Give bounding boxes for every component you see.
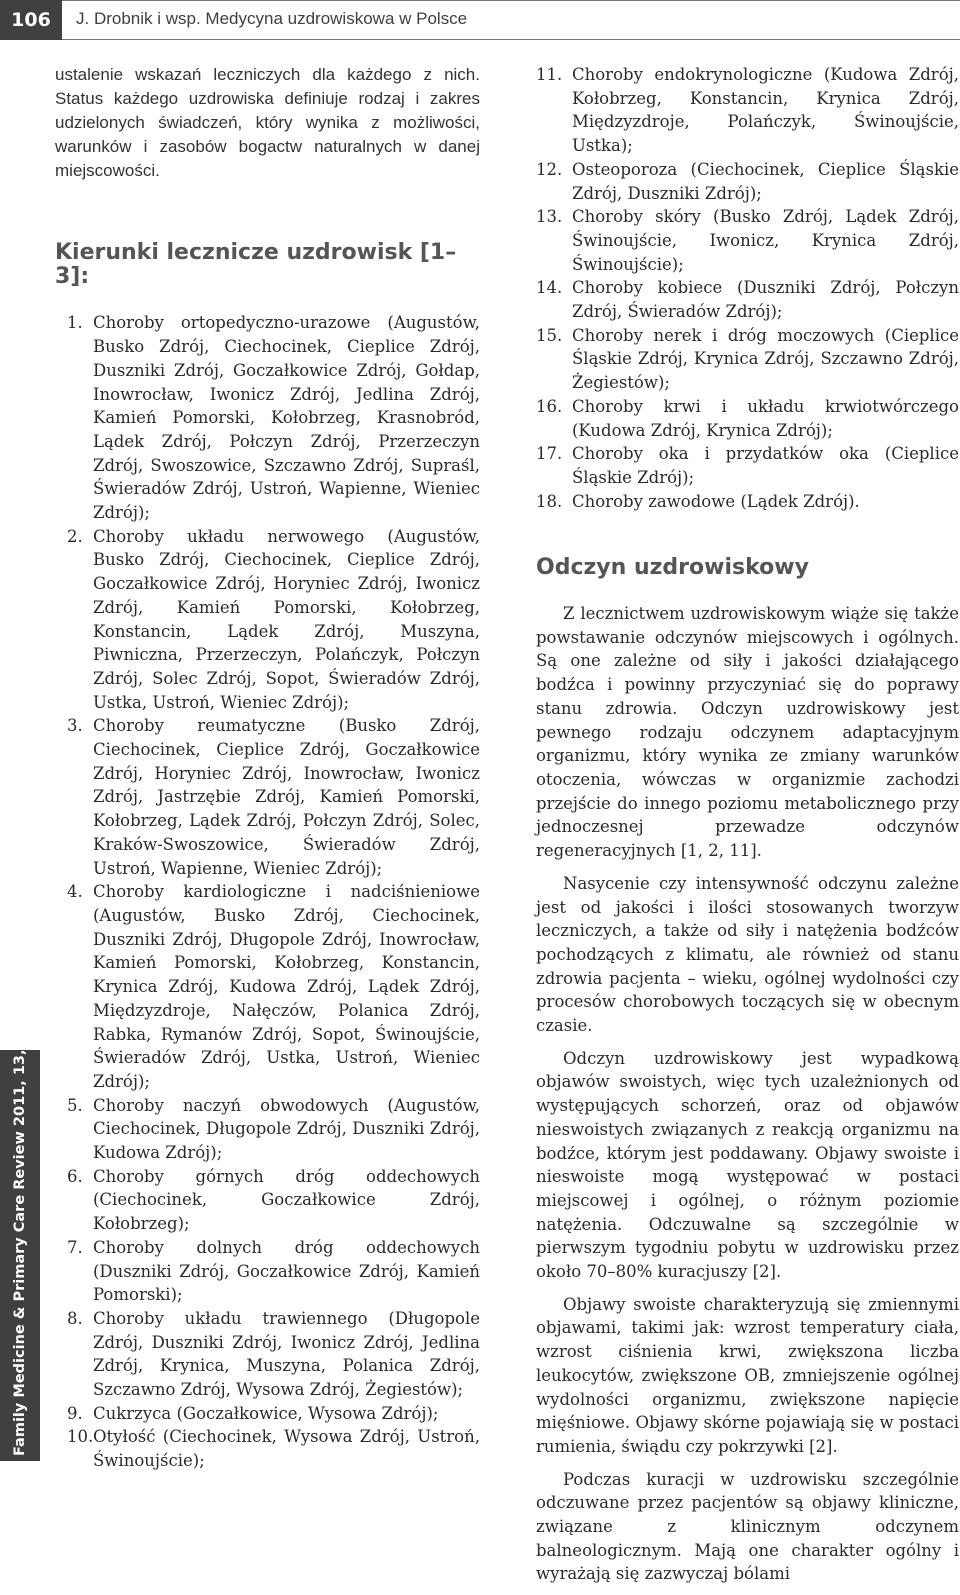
right-column bbox=[536, 63, 959, 1595]
body-paragraph: Objawy swoiste charakteryzują się zmiennymi objawami, takimi jak: wzrost temperatury ciała, wzrost ciśnienia krwi, zwiększona liczba leukocytów, zwiększone OB, zmniejszenie ogólnej wydolności organizmu, zwiększone napięcie mięśniowe. Objawy skórne pojawiają się w postaci rumienia, świądu czy pokrzywki [2]. bbox=[536, 1294, 959, 1456]
list-item-text: Choroby nerek i dróg moczowych (Cieplice Śląskie Zdrój, Krynica Zdrój, Szczawno Zdrój, Żegiestów); bbox=[572, 325, 959, 393]
indications-list bbox=[55, 311, 480, 1472]
list-item-number: 16. bbox=[536, 396, 563, 416]
section-heading-spa-reaction: Odczyn uzdrowiskowy bbox=[536, 555, 809, 581]
list-item bbox=[55, 880, 480, 1093]
list-item-number: 3. bbox=[67, 716, 83, 736]
journal-name: Family Medicine & Primary Care Review 2011, 13, 1 bbox=[12, 1034, 28, 1456]
list-item bbox=[536, 158, 959, 205]
list-item-number: 4. bbox=[67, 882, 83, 902]
spa-reaction-text bbox=[536, 602, 959, 1586]
list-item-number: 10. bbox=[67, 1427, 94, 1447]
list-item-number: 14. bbox=[536, 278, 563, 298]
list-item-text: Choroby układu nerwowego (Augustów, Busko Zdrój, Ciechocinek, Cieplice Zdrój, Goczałkowice Zdrój, Horyniec Zdrój, Iwonicz Zdrój, Kamień Pomorski, Kołobrzeg, Konstancin, Lądek Zdrój, Muszyna, Piwniczna, Przerzeczyn, Polańczyk, Połczyn Zdrój, Solec Zdrój, Sopot, Świeradów Zdrój, Ustka, Ustroń, Wieniec Zdrój); bbox=[93, 526, 480, 712]
intro-paragraph: ustalenie wskazań leczniczych dla każdego z nich. Status każdego uzdrowiska definiuje rodzaj i zakres udzielonych świadczeń, który wynika z możliwości, warunków i zasobów bogactw naturalnych w danej miejscowości. bbox=[55, 65, 480, 180]
body-paragraph: Nasycenie czy intensywność odczynu zależne jest od jakości i ilości stosowanych tworzyw leczniczych, a także od siły i natężenia bodźców pochodzących z klimatu, ale również od stanu zdrowia pacjenta – wieku, ogólnej wydolności czy procesów chorobowych toczących się w obecnym czasie. bbox=[536, 873, 959, 1036]
running-title: J. Drobnik i wsp. Medycyna uzdrowiskowa w Polsce bbox=[76, 9, 468, 28]
list-item bbox=[55, 1425, 480, 1472]
list-item-text: Choroby reumatyczne (Busko Zdrój, Ciechocinek, Cieplice Zdrój, Goczałkowice Zdrój, Horyniec Zdrój, Inowrocław, Iwonicz Zdrój, Jastrzębie Zdrój, Kamień Pomorski, Kołobrzeg, Lądek Zdrój, Połczyn Zdrój, Solec, Kraków-Swoszowice, Świeradów Zdrój, Ustroń, Wapienne, Wieniec Zdrój); bbox=[93, 716, 480, 878]
body-paragraph: Podczas kuracji w uzdrowisku szczególnie odczuwane przez pacjentów są objawy kliniczne, związane z klinicznym odczynem balneologicznym. Mają one charakter ogólny i wyrażają się zazwyczaj bólami bbox=[536, 1469, 959, 1584]
list-item bbox=[536, 442, 959, 489]
list-item-text: Choroby naczyń obwodowych (Augustów, Ciechocinek, Długopole Zdrój, Duszniki Zdrój, Kudowa Zdrój); bbox=[93, 1095, 480, 1163]
section-heading-indications: Kierunki lecznicze uzdrowisk [1–3]: bbox=[55, 240, 457, 289]
list-item bbox=[536, 395, 959, 442]
list-item bbox=[55, 525, 480, 715]
list-item-text: Choroby kobiece (Duszniki Zdrój, Połczyn Zdrój, Świeradów Zdrój); bbox=[572, 278, 959, 322]
left-column bbox=[55, 63, 480, 1473]
list-item-text: Choroby krwi i układu krwiotwórczego (Kudowa Zdrój, Krynica Zdrój); bbox=[572, 396, 959, 440]
list-item bbox=[55, 1402, 480, 1426]
list-item-text: Choroby zawodowe (Lądek Zdrój). bbox=[572, 491, 860, 511]
list-item-text: Choroby endokrynologiczne (Kudowa Zdrój, Kołobrzeg, Konstancin, Krynica Zdrój, Międzyzdroje, Polańczyk, Świnoujście, Ustka); bbox=[572, 65, 959, 156]
list-item-text: Choroby skóry (Busko Zdrój, Lądek Zdrój, Świnoujście, Iwonicz, Krynica Zdrój, Świnoujście); bbox=[572, 207, 959, 274]
list-item-number: 7. bbox=[67, 1237, 83, 1257]
list-item-text: Choroby górnych dróg oddechowych (Ciechocinek, Goczałkowice Zdrój, Kołobrzeg); bbox=[93, 1166, 480, 1234]
body-paragraph: Odczyn uzdrowiskowy jest wypadkową objawów swoistych, więc tych uzależnionych od występujących schorzeń, oraz od objawów nieswoistych związanych z reakcją organizmu na bodźce, którym jest poddawany. Objawy swoiste i nieswoiste mogą występować w postaci miejscowej i ogólnej, o różnym poziomie natężenia. Odczuwalne są szczególnie w pierwszym tygodniu pobytu w uzdrowisku przez około 70–80% kuracjuszy [2]. bbox=[536, 1048, 959, 1282]
list-item-number: 1. bbox=[67, 313, 83, 333]
list-item-text: Cukrzyca (Goczałkowice, Wysowa Zdrój); bbox=[93, 1403, 439, 1423]
list-item bbox=[536, 324, 959, 395]
list-item-number: 9. bbox=[67, 1403, 83, 1423]
page-header bbox=[0, 0, 960, 40]
list-item-number: 12. bbox=[536, 159, 563, 179]
list-item-number: 8. bbox=[67, 1308, 83, 1328]
list-item bbox=[55, 1307, 480, 1402]
list-item-number: 11. bbox=[536, 65, 563, 84]
list-item bbox=[55, 1236, 480, 1307]
list-item-number: 15. bbox=[536, 325, 563, 345]
list-item-number: 18. bbox=[536, 491, 563, 511]
indications-list-continued bbox=[536, 63, 959, 513]
list-item-text: Osteoporoza (Ciechocinek, Cieplice Śląskie Zdrój, Duszniki Zdrój); bbox=[572, 159, 959, 203]
list-item bbox=[55, 1094, 480, 1165]
page-number: 106 bbox=[0, 0, 62, 40]
list-item-number: 17. bbox=[536, 444, 563, 464]
list-item bbox=[55, 714, 480, 880]
list-item bbox=[55, 311, 480, 524]
list-item-text: Choroby oka i przydatków oka (Cieplice Śląskie Zdrój); bbox=[572, 444, 959, 487]
list-item bbox=[536, 63, 959, 158]
list-item-text: Otyłość (Ciechocinek, Wysowa Zdrój, Ustroń, Świnoujście); bbox=[93, 1427, 480, 1471]
body-paragraph: Z lecznictwem uzdrowiskowym wiąże się także powstawanie odczynów miejscowych i ogólnych. Są one zależne od siły i jakości działającego bodźca i powinny przyczyniać się do poprawy stanu zdrowia. Odczyn uzdrowiskowy jest pewnego rodzaju odczynem adaptacyjnym organizmu, który wynika ze zmiany warunków otoczenia, wówczas w organizmie zachodzi przejście do innego poziomu metabolicznego przy jednoczesnej przewadze odczynów regeneracyjnych [1, 2, 11]. bbox=[536, 604, 959, 861]
list-item-number: 2. bbox=[67, 526, 83, 546]
list-item bbox=[536, 276, 959, 323]
list-item-text: Choroby układu trawiennego (Długopole Zdrój, Duszniki Zdrój, Iwonicz Zdrój, Jedlina Zdrój, Krynica, Muszyna, Polanica Zdrój, Szczawno Zdrój, Wysowa Zdrój, Żegiestów); bbox=[93, 1308, 480, 1400]
list-item-number: 6. bbox=[67, 1166, 83, 1186]
list-item-text: Choroby ortopedyczno-urazowe (Augustów, Busko Zdrój, Ciechocinek, Cieplice Zdrój, Duszniki Zdrój, Goczałkowice Zdrój, Gołdap, Inowrocław, Iwonicz Zdrój, Jedlina Zdrój, Kamień Pomorski, Kołobrzeg, Krasnobród, Lądek Zdrój, Połczyn Zdrój, Przerzeczyn Zdrój, Swoszowice, Szczawno Zdrój, Supraśl, Świeradów Zdrój, Ustroń, Wapienne, Wieniec Zdrój); bbox=[93, 313, 480, 523]
list-item-text: Choroby kardiologiczne i nadciśnieniowe (Augustów, Busko Zdrój, Ciechocinek, Duszniki Zdrój, Długopole Zdrój, Inowrocław, Kamień Pomorski, Kołobrzeg, Konstancin, Krynica Zdrój, Kudowa Zdrój, Lądek Zdrój, Międzyzdroje, Nałęczów, Polanica Zdrój, Rabka, Rymanów Zdrój, Sopot, Świnoujście, Świeradów Zdrój, Ustka, Ustroń, Wieniec Zdrój); bbox=[93, 882, 480, 1091]
list-item bbox=[536, 205, 959, 276]
list-item-text: Choroby dolnych dróg oddechowych (Duszniki Zdrój, Goczałkowice Zdrój, Kamień Pomorski); bbox=[93, 1237, 480, 1305]
list-item bbox=[55, 1165, 480, 1236]
list-item-number: 5. bbox=[67, 1095, 83, 1115]
list-item bbox=[536, 490, 959, 514]
list-item-number: 13. bbox=[536, 207, 563, 227]
